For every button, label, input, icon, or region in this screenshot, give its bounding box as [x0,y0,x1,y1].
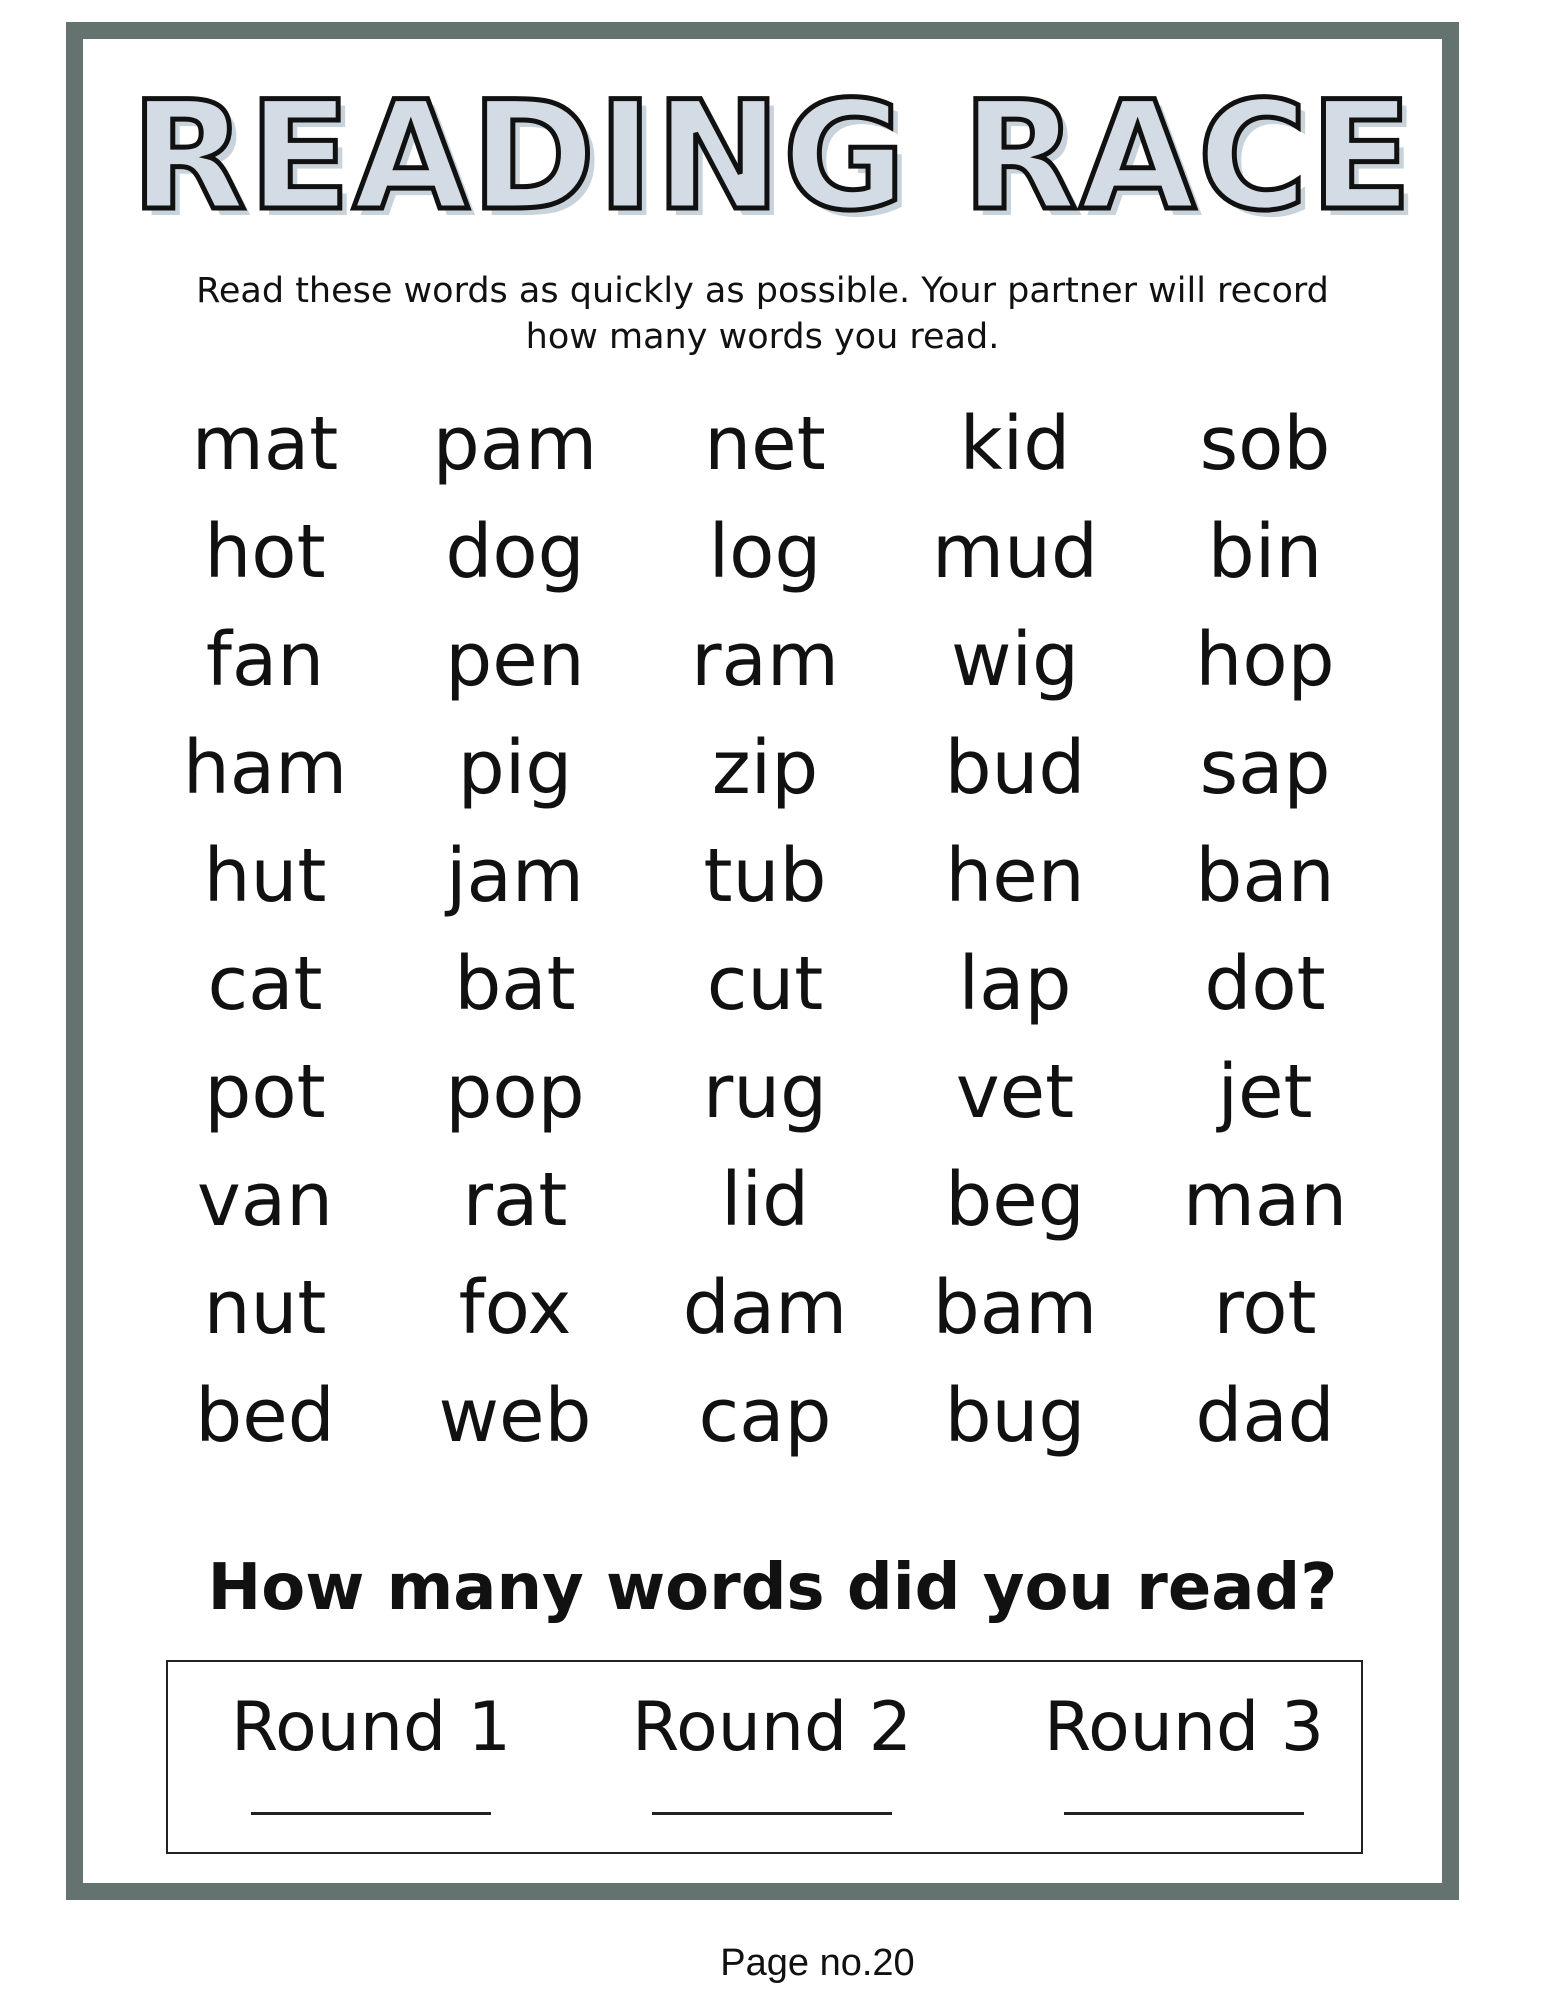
round-3 [1034,1662,1334,1815]
word: bat [454,941,576,1027]
word: dam [682,1265,848,1351]
word: wig [950,617,1080,703]
word: vet [955,1049,1075,1135]
word: net [704,401,826,487]
page-title: READING RACE [130,70,1415,244]
word: lid [720,1157,810,1243]
word: man [1182,1157,1348,1243]
round-1 [221,1662,521,1815]
word: kid [959,401,1071,487]
word: bud [944,725,1086,811]
round-2-label: Round 2 [631,1688,913,1767]
word: cat [207,941,323,1027]
word: tub [703,833,827,919]
word: sob [1199,401,1331,487]
rounds-box [166,1660,1363,1854]
word: jam [446,833,584,919]
word: mud [932,509,1098,595]
round-1-label: Round 1 [230,1688,512,1767]
round-2 [622,1662,922,1815]
instructions [180,268,1345,360]
word: fox [458,1265,572,1351]
word: pop [445,1049,585,1135]
word: dad [1195,1373,1335,1459]
question-heading: How many words did you read? [207,1551,1338,1625]
instructions-line-2: how many words you read. [525,317,1000,357]
word: log [708,509,822,595]
word: cut [706,941,824,1027]
word-grid [140,390,1390,1470]
word: fan [205,617,325,703]
word: web [438,1373,592,1459]
word: hot [204,509,326,595]
word: jet [1217,1049,1313,1135]
word: hut [203,833,327,919]
word: pot [204,1049,326,1135]
word: cap [698,1373,832,1459]
word: dot [1204,941,1326,1027]
round-1-answer-line[interactable] [251,1812,491,1815]
word: mat [191,401,339,487]
word: hop [1195,617,1335,703]
word: rug [702,1049,828,1135]
word: zip [711,725,819,811]
word: hen [945,833,1085,919]
round-3-label: Round 3 [1043,1688,1325,1767]
word: pen [445,617,585,703]
word: lap [958,941,1072,1027]
word: nut [203,1265,327,1351]
word: bin [1207,509,1323,595]
word: beg [945,1157,1085,1243]
word: ham [182,725,348,811]
page-number: Page no.20 [720,1942,915,1984]
word: bug [944,1373,1086,1459]
word: van [196,1157,334,1243]
word: pam [432,401,598,487]
word: bed [195,1373,335,1459]
word: rat [462,1157,568,1243]
instructions-line-1: Read these words as quickly as possible. Your partner will record [196,271,1329,311]
word: ban [1195,833,1335,919]
round-2-answer-line[interactable] [652,1812,892,1815]
word: bam [932,1265,1098,1351]
word: dog [445,509,585,595]
word: ram [691,617,839,703]
word: rot [1213,1265,1317,1351]
title-container [0,72,1545,242]
word: pig [457,725,573,811]
round-3-answer-line[interactable] [1064,1812,1304,1815]
word: sap [1199,725,1331,811]
